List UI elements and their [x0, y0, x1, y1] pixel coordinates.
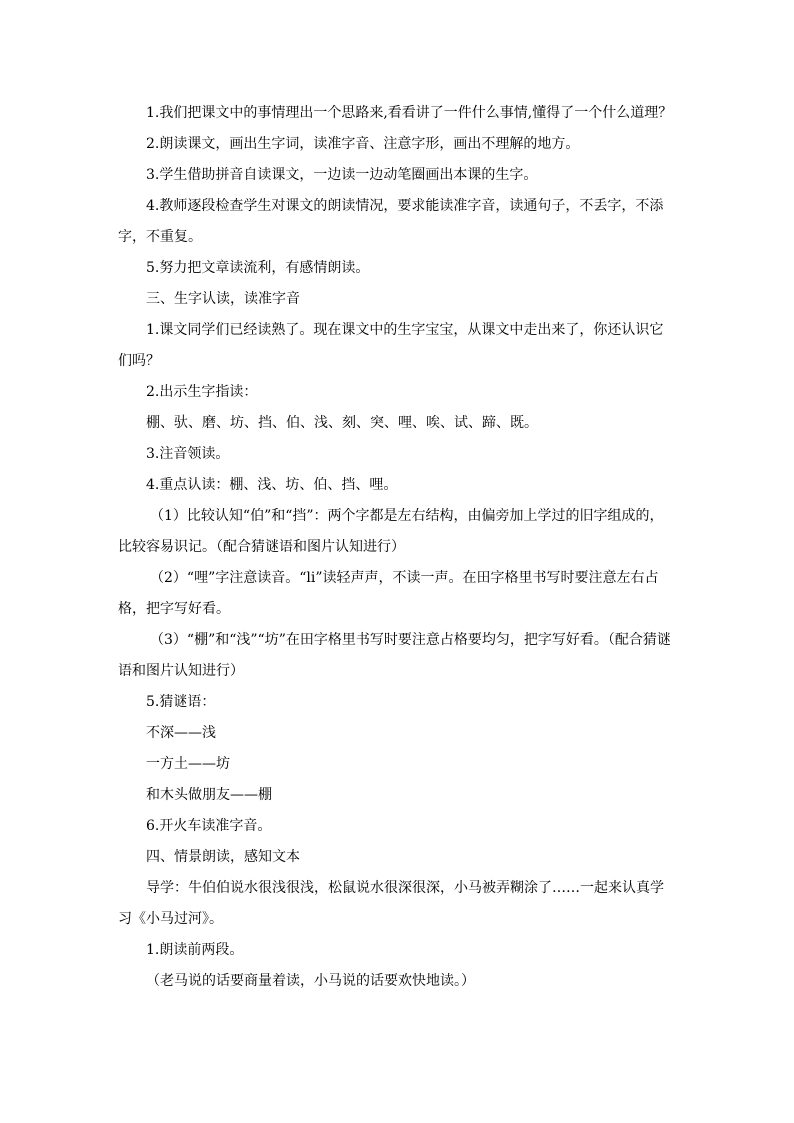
character-list: 棚、驮、磨、坊、挡、伯、浅、刻、突、哩、唉、试、蹄、既。	[146, 415, 538, 431]
paragraph-word-1: 1.课文同学们已经读熟了。现在课文中的生字宝宝，从课文中走出来了，你还认识它们吗？	[118, 322, 664, 369]
paragraph-step-4: 4.教师逐段检查学生对课文的朗读情况，要求能读准字音，读通句子，不丢字，不添字，不重复。	[118, 198, 664, 245]
riddle-item: 不深——浅	[146, 725, 216, 741]
paragraph-step-1: 1.我们把课文中的事情理出一个思路来,看看讲了一件什么事情,懂得了一个什么道理？	[146, 105, 673, 121]
paragraph-word-2: 2.出示生字指读：	[146, 384, 258, 400]
paragraph-note: （老马说的话要商量着读，小马说的话要欢快地读。）	[146, 973, 475, 989]
section-heading-4: 四、情景朗读，感知文本	[146, 849, 300, 865]
section-heading-3: 三、生字认读，读准字音	[146, 291, 300, 307]
paragraph-word-3: 3.注音领读。	[146, 446, 230, 462]
paragraph-step-5: 5.努力把文章读流利，有感情朗读。	[146, 260, 370, 276]
paragraph-sub-3: （3）“棚”和“浅”“坊”在田字格里书写时要注意占格要均匀，把字写好看。（配合猜谜语和图片认知进行）	[118, 632, 671, 679]
paragraph-sub-2: （2）“哩”字注意读音。“li”读轻声声，不读一声。在田字格里书写时要注意左右占格，把字写好看。	[118, 570, 659, 617]
paragraph-guide: 导学：牛伯伯说水很浅很浅，松鼠说水很深很深，小马被弄糊涂了……一起来认真学习《小马过河》。	[118, 880, 664, 927]
paragraph-read-1: 1.朗读前两段。	[146, 942, 244, 958]
paragraph-sub-1: （1）比较认知“伯”和“挡”：两个字都是左右结构，由偏旁加上学过的旧字组成的，比较容易识记。（配合猜谜语和图片认知进行）	[118, 508, 664, 555]
riddle-item: 一方土——坊	[146, 756, 230, 772]
paragraph-step-2: 2.朗读课文，画出生字词，读准字音、注意字形，画出不理解的地方。	[146, 136, 580, 152]
paragraph-step-6: 6.开火车读准字音。	[146, 818, 272, 834]
paragraph-riddle-title: 5.猜谜语：	[146, 694, 216, 710]
riddle-item: 和木头做朋友——棚	[146, 787, 272, 803]
document-page	[118, 98, 676, 997]
paragraph-word-4: 4.重点认读：棚、浅、坊、伯、挡、哩。	[146, 477, 398, 493]
paragraph-step-3: 3.学生借助拼音自读课文，一边读一边动笔圈画出本课的生字。	[146, 167, 538, 183]
